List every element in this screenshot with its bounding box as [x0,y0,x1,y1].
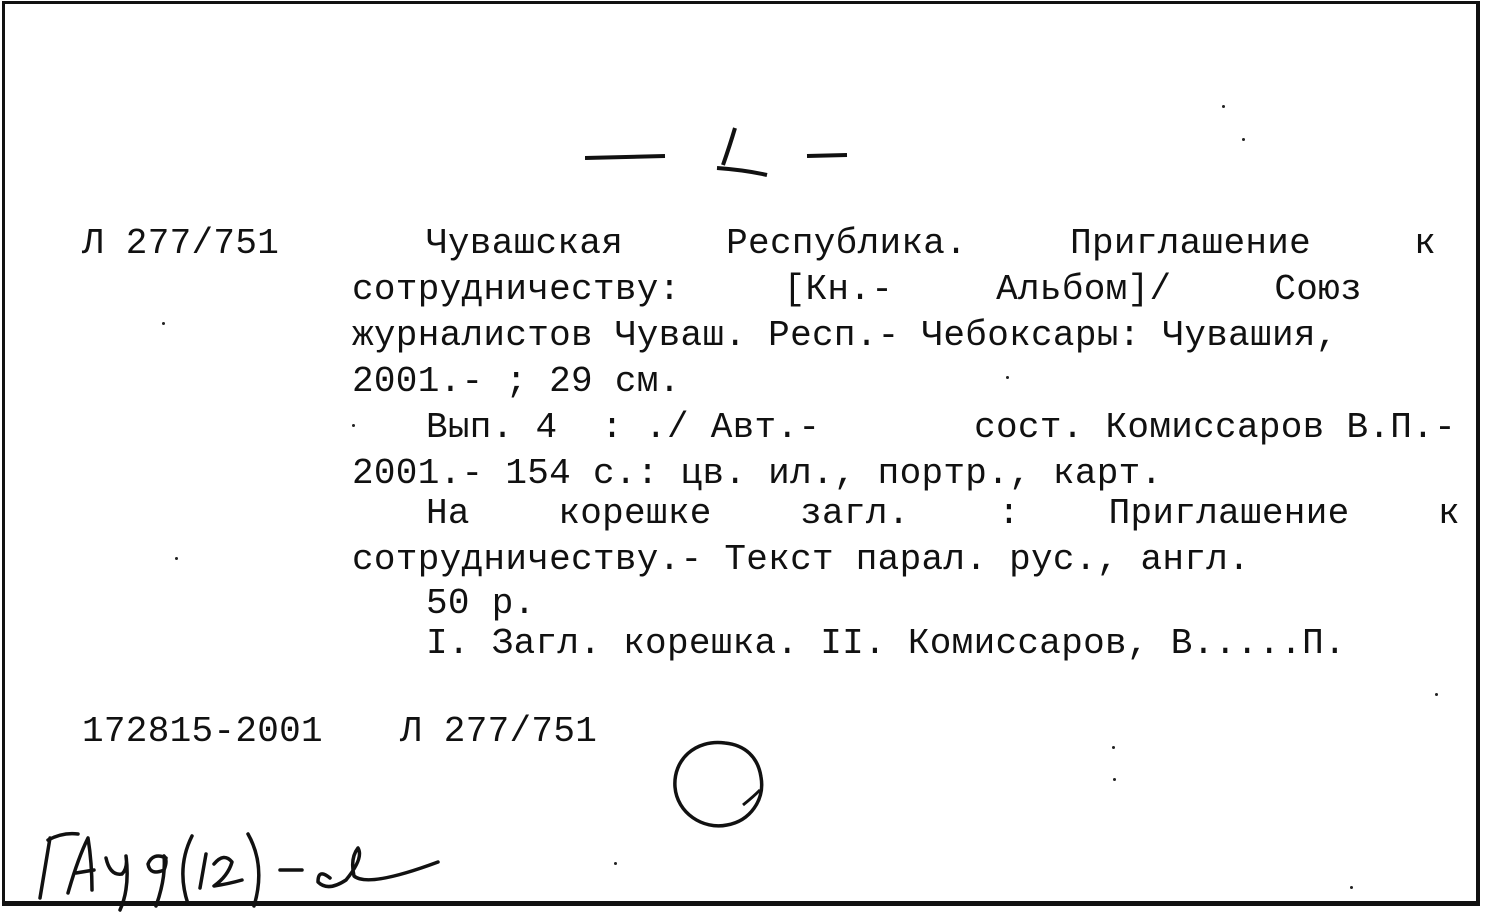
call-number-bottom: Л 277/751 [400,711,598,752]
entry-word: На [426,493,470,534]
scan-speck [175,557,178,560]
entry-line-9: 50 р. [426,583,536,624]
entry-word: корешке [558,493,712,534]
entry-word: Приглашение [1070,223,1312,264]
entry-word: Союз [1274,269,1362,310]
entry-word: Республика. [726,223,968,264]
scan-speck [1435,693,1438,696]
handwritten-shelfmark [18,818,458,918]
entry-word: загл. [800,493,910,534]
entry-word: Чувашская [426,223,624,264]
entry-line-7 [426,493,1460,534]
entry-line-8: сотрудничеству.- Текст парал. рус., англ. [352,539,1251,580]
entry-word: к [1414,223,1436,264]
entry-word: : [998,493,1021,534]
entry-line-4: 2001.- ; 29 см. [352,361,681,402]
handwritten-text: ГАУ 9(12)-2 [18,818,24,819]
entry-line-1 [426,223,1436,264]
entry-word: к [1438,493,1460,534]
scan-speck [352,424,355,427]
accession-number: 172815-2001 [82,711,323,752]
entry-word: Альбом]/ [996,269,1172,310]
scan-speck [1112,746,1115,749]
entry-line-2 [352,269,1362,310]
entry-word: [Кн.- [783,269,894,310]
entry-line-3: журналистов Чуваш. Респ.- Чебоксары: Чувашия, [352,315,1338,356]
scan-speck [614,862,617,865]
entry-line-6: 2001.- 154 с.: цв. ил., портр., карт. [352,453,1163,494]
entry-segment: сост. Комиссаров В.П.- [974,407,1456,448]
scan-speck [1006,376,1009,379]
entry-segment: Вып. 4 : ./ Авт.- [426,407,821,448]
page-number-mark [585,120,855,190]
call-number: Л 277/751 [82,223,280,264]
scan-speck [1113,778,1116,781]
entry-line-5 [426,407,1456,448]
punch-hole-circle [665,735,775,835]
scan-speck [162,322,165,325]
page-number: 1 [725,160,726,161]
scan-speck [1350,886,1353,889]
scan-speck [1222,105,1225,108]
entry-word: Приглашение [1108,493,1350,534]
entry-line-10: I. Загл. корешка. II. Комиссаров, В.....П. [426,623,1346,664]
scan-speck [1242,138,1245,141]
entry-word: сотрудничеству: [352,269,681,310]
